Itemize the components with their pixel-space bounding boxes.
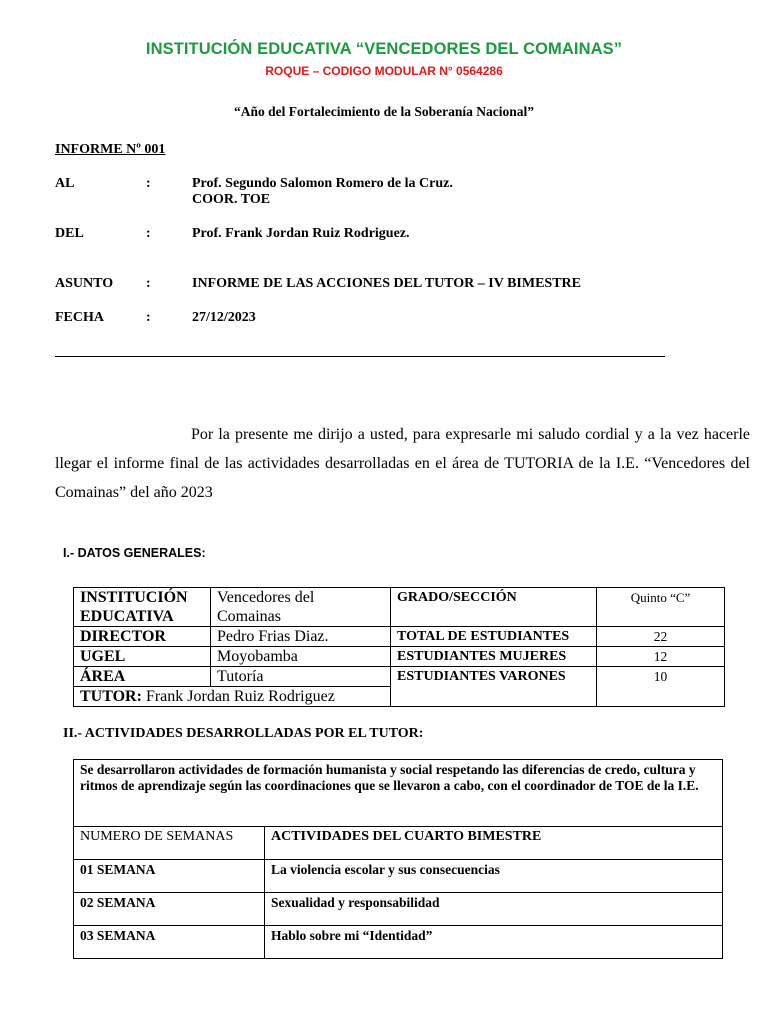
body-paragraph: Por la presente me dirijo a usted, para expresarle mi saludo cordial y a la vez hacerle llegar el informe final de las actividades desarrolladas en el área de TUTORIA de la I.E. “Vencedores del Comainas” del año 2023 [55,426,750,501]
section-general-data-title: I.- DATOS GENERALES: [63,546,206,560]
activities-column-header: ACTIVIDADES DEL CUARTO BIMESTRE [265,827,723,860]
general-data-table [73,587,725,707]
separator-line [55,356,665,357]
to-role: COOR. TOE [192,192,271,207]
tutor-row: TUTOR: Frank Jordan Ruiz Rodriguez [74,687,391,707]
ugel-label: UGEL [74,647,211,667]
male-students-value: 10 [597,667,725,707]
director-label: DIRECTOR [74,627,211,647]
subject-colon: : [146,276,151,291]
date-value: 27/12/2023 [192,310,256,325]
year-motto: “Año del Fortalecimiento de la Soberanía Nacional” [234,104,534,119]
date-label: FECHA [55,310,104,325]
ugel-value: Moyobamba [211,647,391,667]
week-cell: 01 SEMANA [74,860,265,893]
institution-value: Vencedores del Comainas [211,588,391,627]
subject-label: ASUNTO [55,276,114,291]
activity-cell: Hablo sobre mi “Identidad” [265,926,723,959]
activity-cell: La violencia escolar y sus consecuencias [265,860,723,893]
from-name: Prof. Frank Jordan Ruiz Rodriguez. [192,226,410,241]
activity-cell: Sexualidad y responsabilidad [265,893,723,926]
section-activities-title: II.- ACTIVIDADES DESARROLLADAS POR EL TUTOR: [63,726,424,741]
area-value: Tutoría [211,667,391,687]
male-students-label: ESTUDIANTES VARONES [391,667,597,707]
week-cell: 03 SEMANA [74,926,265,959]
to-colon: : [146,176,151,191]
date-colon: : [146,310,151,325]
director-value: Pedro Frias Diaz. [211,627,391,647]
total-students-label: TOTAL DE ESTUDIANTES [391,627,597,647]
grade-value: Quinto “C” [597,588,725,627]
activities-table [73,759,723,959]
from-label: DEL [55,226,84,241]
to-label: AL [55,176,75,191]
week-cell: 02 SEMANA [74,893,265,926]
female-students-label: ESTUDIANTES MUJERES [391,647,597,667]
total-students-value: 22 [597,627,725,647]
subject-value: INFORME DE LAS ACCIONES DEL TUTOR – IV BIMESTRE [192,276,581,291]
weeks-column-header: NUMERO DE SEMANAS [74,827,265,860]
from-colon: : [146,226,151,241]
school-code: ROQUE – CODIGO MODULAR N° 0564286 [265,64,503,78]
grade-label: GRADO/SECCIÓN [391,588,597,627]
report-number: INFORME Nº 001 [55,142,166,157]
institution-label: INSTITUCIÓN EDUCATIVA [74,588,211,627]
female-students-value: 12 [597,647,725,667]
activities-intro: Se desarrollaron actividades de formación humanista y social respetando las diferencias de credo, cultura y ritmos de aprendizaje según las coordinaciones que se llevaron a cabo, con el coordinador de TOE de la I.E. [74,760,723,827]
area-label: ÁREA [74,667,211,687]
school-name: INSTITUCIÓN EDUCATIVA “VENCEDORES DEL COMAINAS” [145,40,623,58]
to-name: Prof. Segundo Salomon Romero de la Cruz. [192,176,453,191]
